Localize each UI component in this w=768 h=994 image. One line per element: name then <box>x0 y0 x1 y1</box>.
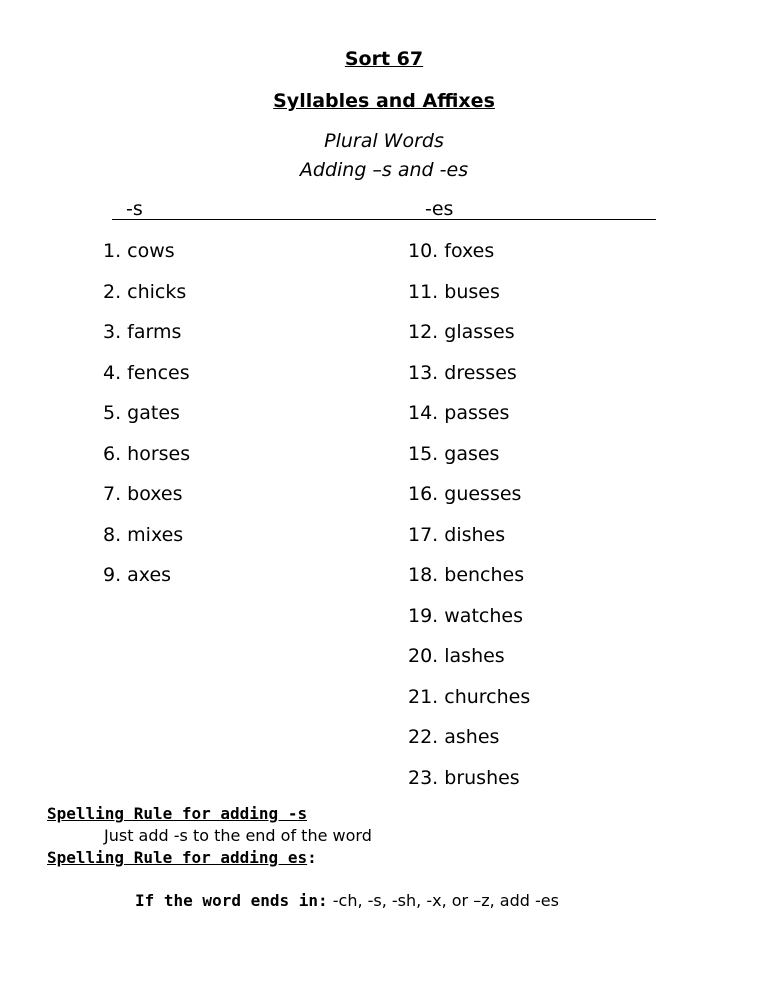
s-rule-heading-text: Spelling Rule for adding -s <box>47 804 308 823</box>
s-rule-heading <box>47 803 372 825</box>
list-item: 15. gases <box>408 442 500 465</box>
list-item: 18. benches <box>408 564 525 586</box>
s-rule-text: Just add -s to the end of the word <box>104 826 372 845</box>
es-rule-heading-colon: : <box>307 848 317 867</box>
column-heading-es: -es <box>425 198 454 220</box>
list-item: 3. farms <box>103 321 182 343</box>
list-item: 2. chicks <box>103 280 187 303</box>
page-subtitle: Syllables and Affixes <box>273 90 495 112</box>
ends-in-rule <box>135 891 559 910</box>
list-item: 9. axes <box>103 564 172 586</box>
es-rule-heading <box>47 847 372 869</box>
list-item: 12. glasses <box>408 321 515 343</box>
list-item: 20. lashes <box>408 645 505 667</box>
ends-in-text: -ch, -s, -sh, -x, or –z, add -es <box>327 891 559 910</box>
topic-line-1: Plural Words <box>324 130 444 152</box>
list-item: 8. mixes <box>103 523 184 546</box>
list-item: 14. passes <box>408 402 510 424</box>
spelling-rules <box>47 803 372 869</box>
s-word-list <box>103 240 190 605</box>
list-item: 13. dresses <box>408 361 517 384</box>
list-item: 22. ashes <box>408 726 500 748</box>
list-item: 5. gates <box>103 402 180 424</box>
list-item: 10. foxes <box>408 240 495 262</box>
list-item: 23. brushes <box>408 766 520 789</box>
list-item: 19. watches <box>408 604 523 627</box>
list-item: 7. boxes <box>103 483 183 505</box>
es-word-list <box>408 240 530 807</box>
ends-in-label: If the word ends in: <box>135 891 328 910</box>
topic-line-2: Adding –s and -es <box>299 159 469 181</box>
list-item: 21. churches <box>408 685 531 708</box>
list-item: 1. cows <box>103 240 175 262</box>
page-title: Sort 67 <box>344 48 424 70</box>
es-rule-heading-text: Spelling Rule for adding es <box>47 848 308 867</box>
list-item: 16. guesses <box>408 483 522 505</box>
list-item: 6. horses <box>103 442 191 465</box>
list-item: 4. fences <box>103 361 190 384</box>
list-item: 11. buses <box>408 280 500 303</box>
column-heading-s: -s <box>126 198 143 220</box>
heading-divider <box>112 219 656 220</box>
list-item: 17. dishes <box>408 523 506 546</box>
